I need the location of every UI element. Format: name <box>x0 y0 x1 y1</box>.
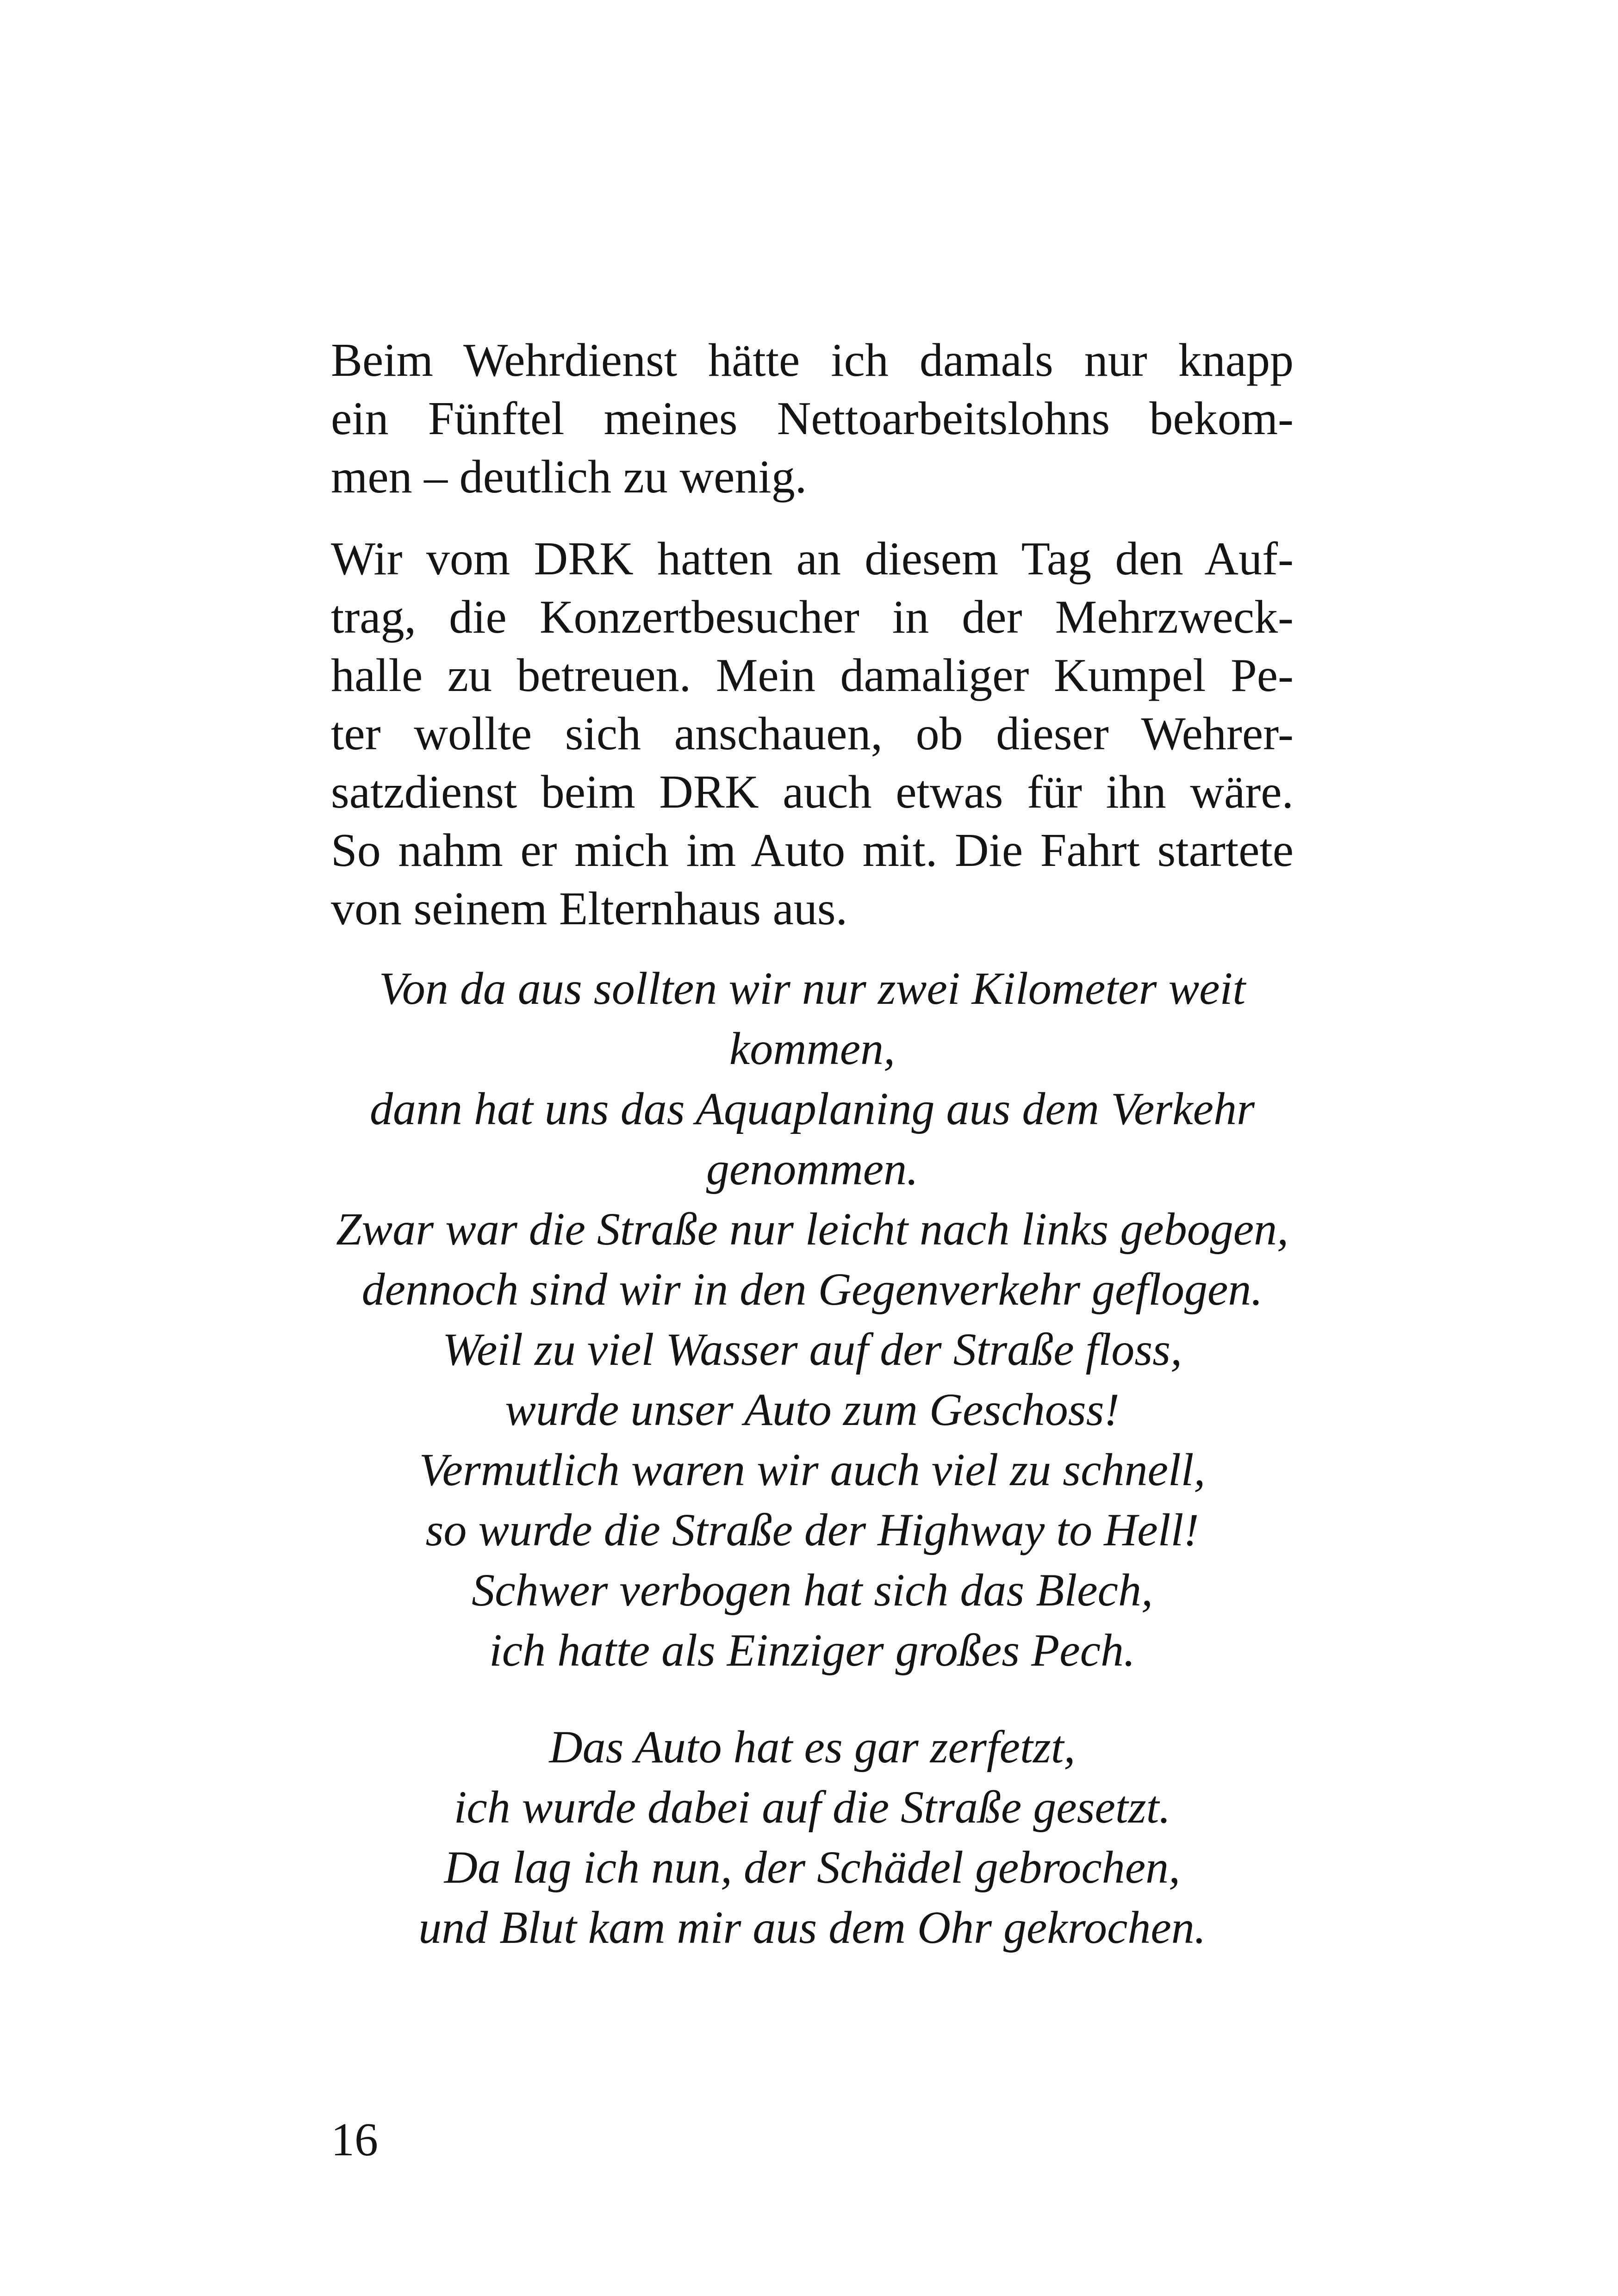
page-number: 16 <box>331 2114 378 2166</box>
verse-line: ich wurde dabei auf die Straße gesetzt. <box>454 1781 1171 1833</box>
verse-line: genommen. <box>706 1143 919 1195</box>
verse-line: Zwar war die Straße nur leicht nach links gebogen, <box>336 1203 1289 1255</box>
verse-line: dann hat uns das Aquaplaning aus dem Verkehr <box>370 1083 1255 1134</box>
text-line: halle zu betreuen. Mein damaliger Kumpel Pe- <box>331 649 1294 702</box>
page-text-block <box>331 331 1294 1958</box>
text-line: ein Fünftel meines Nettoarbeitslohns bekom- <box>331 392 1294 445</box>
paragraph <box>331 530 1294 938</box>
verse-line: dennoch sind wir in den Gegenverkehr geflogen. <box>361 1263 1263 1315</box>
poem <box>331 958 1294 1958</box>
poem-stanza <box>331 1717 1294 1958</box>
verse-line: Schwer verbogen hat sich das Blech, <box>472 1564 1153 1616</box>
verse-line: so wurde die Straße der Highway to Hell! <box>425 1504 1199 1556</box>
text-line: Beim Wehrdienst hätte ich damals nur knapp <box>331 334 1294 386</box>
verse-line: wurde unser Auto zum Geschoss! <box>505 1384 1120 1435</box>
text-line: men – deutlich zu wenig. <box>331 451 807 503</box>
text-line: trag, die Konzertbesucher in der Mehrzweck- <box>331 591 1294 643</box>
text-line: ter wollte sich anschauen, ob dieser Wehrer- <box>331 708 1294 760</box>
paragraph <box>331 331 1294 506</box>
verse-line: Da lag ich nun, der Schädel gebrochen, <box>444 1842 1181 1893</box>
verse-line: Das Auto hat es gar zerfetzt, <box>549 1721 1076 1773</box>
text-line: von seinem Elternhaus aus. <box>331 883 848 935</box>
text-line: So nahm er mich im Auto mit. Die Fahrt startete <box>331 824 1294 877</box>
verse-line: kommen, <box>729 1023 896 1074</box>
verse-line: Von da aus sollten wir nur zwei Kilometer weit <box>379 963 1246 1014</box>
verse-line: Weil zu viel Wasser auf der Straße floss, <box>442 1324 1182 1375</box>
text-line: satzdienst beim DRK auch etwas für ihn wäre. <box>331 766 1294 818</box>
verse-line: Vermutlich waren wir auch viel zu schnell, <box>419 1444 1206 1495</box>
verse-line: und Blut kam mir aus dem Ohr gekrochen. <box>418 1902 1206 1953</box>
poem-stanza <box>331 958 1294 1680</box>
text-line: Wir vom DRK hatten an diesem Tag den Auf- <box>331 533 1294 585</box>
verse-line: ich hatte als Einziger großes Pech. <box>489 1624 1136 1676</box>
